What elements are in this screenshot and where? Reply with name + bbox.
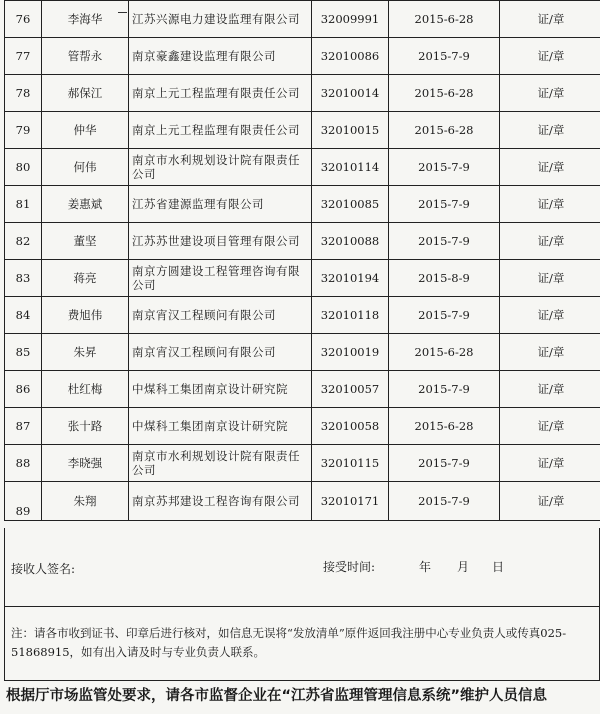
row-number: 87 xyxy=(5,408,42,445)
company-name: 南京豪鑫建设监理有限公司 xyxy=(129,38,312,75)
table-row xyxy=(5,75,600,112)
row-number: 79 xyxy=(5,112,42,149)
issue-date: 2015-7-9 xyxy=(389,297,500,334)
certificate-code: 32010014 xyxy=(312,75,389,112)
certificate-code: 32010194 xyxy=(312,260,389,297)
table-row xyxy=(5,482,600,521)
row-number: 84 xyxy=(5,297,42,334)
person-name: 杜红梅 xyxy=(42,371,129,408)
table-row xyxy=(5,408,600,445)
item-type: 证/章 xyxy=(500,482,600,521)
company-name: 江苏省建源监理有限公司 xyxy=(129,186,312,223)
row-number: 89 xyxy=(5,482,42,521)
certificate-code: 32010058 xyxy=(312,408,389,445)
certificate-code: 32010114 xyxy=(312,149,389,186)
company-name: 南京市水利规划设计院有限责任公司 xyxy=(129,445,312,482)
person-name: 何伟 xyxy=(42,149,129,186)
issue-date: 2015-7-9 xyxy=(389,482,500,521)
person-name: 董坚 xyxy=(42,223,129,260)
issue-date: 2015-7-9 xyxy=(389,38,500,75)
issue-date: 2015-6-28 xyxy=(389,334,500,371)
certificate-code: 32010171 xyxy=(312,482,389,521)
person-name: 姜惠斌 xyxy=(42,186,129,223)
table-row xyxy=(5,371,600,408)
company-name: 南京宵汉工程顾问有限公司 xyxy=(129,297,312,334)
item-type: 证/章 xyxy=(500,408,600,445)
person-name: 仲华 xyxy=(42,112,129,149)
row-number: 81 xyxy=(5,186,42,223)
company-name: 南京方圆建设工程管理咨询有限公司 xyxy=(129,260,312,297)
note-section xyxy=(4,606,600,681)
row-number: 83 xyxy=(5,260,42,297)
issue-date: 2015-7-9 xyxy=(389,186,500,223)
item-type: 证/章 xyxy=(500,75,600,112)
issue-date: 2015-7-9 xyxy=(389,371,500,408)
table-row xyxy=(5,149,600,186)
item-type: 证/章 xyxy=(500,334,600,371)
company-name: 南京苏邦建设工程咨询有限公司 xyxy=(129,482,312,521)
table-row xyxy=(5,297,600,334)
item-type: 证/章 xyxy=(500,260,600,297)
company-name: 南京上元工程监理有限责任公司 xyxy=(129,75,312,112)
issue-date: 2015-7-9 xyxy=(389,445,500,482)
company-name: 南京上元工程监理有限责任公司 xyxy=(129,112,312,149)
table-row xyxy=(5,223,600,260)
person-name: 朱翔 xyxy=(42,482,129,521)
table-row xyxy=(5,1,600,38)
company-name: 中煤科工集团南京设计研究院 xyxy=(129,408,312,445)
issue-date: 2015-8-9 xyxy=(389,260,500,297)
person-name: 费旭伟 xyxy=(42,297,129,334)
certificate-code: 32010085 xyxy=(312,186,389,223)
item-type: 证/章 xyxy=(500,371,600,408)
certificate-code: 32010086 xyxy=(312,38,389,75)
issue-date: 2015-6-28 xyxy=(389,1,500,38)
person-name: 李海华 xyxy=(42,1,129,38)
row-number: 77 xyxy=(5,38,42,75)
table-row xyxy=(5,38,600,75)
certificate-code: 32010019 xyxy=(312,334,389,371)
item-type: 证/章 xyxy=(500,186,600,223)
table-row xyxy=(5,112,600,149)
footer-notice: 根据厅市场监管处要求，请各市监督企业在“江苏省监理管理信息系统”维护人员信息 xyxy=(6,688,548,704)
row-number: 88 xyxy=(5,445,42,482)
certificate-distribution-table xyxy=(4,0,600,521)
item-type: 证/章 xyxy=(500,149,600,186)
company-name: 南京宵汉工程顾问有限公司 xyxy=(129,334,312,371)
issue-date: 2015-7-9 xyxy=(389,149,500,186)
person-name: 蒋亮 xyxy=(42,260,129,297)
company-name: 南京市水利规划设计院有限责任公司 xyxy=(129,149,312,186)
person-name: 朱昇 xyxy=(42,334,129,371)
person-name: 李晓强 xyxy=(42,445,129,482)
day-label: 日 xyxy=(492,560,505,574)
item-type: 证/章 xyxy=(500,112,600,149)
certificate-code: 32009991 xyxy=(312,1,389,38)
company-name: 江苏苏世建设项目管理有限公司 xyxy=(129,223,312,260)
row-number: 85 xyxy=(5,334,42,371)
certificate-code: 32010115 xyxy=(312,445,389,482)
stray-mark xyxy=(118,12,127,13)
month-label: 月 xyxy=(457,560,470,574)
table-row xyxy=(5,186,600,223)
issue-date: 2015-6-28 xyxy=(389,408,500,445)
issue-date: 2015-6-28 xyxy=(389,75,500,112)
year-label: 年 xyxy=(419,560,432,574)
certificate-code: 32010057 xyxy=(312,371,389,408)
company-name: 江苏兴源电力建设监理有限公司 xyxy=(129,1,312,38)
table-row xyxy=(5,334,600,371)
item-type: 证/章 xyxy=(500,38,600,75)
person-name: 郝保江 xyxy=(42,75,129,112)
row-number: 86 xyxy=(5,371,42,408)
item-type: 证/章 xyxy=(500,297,600,334)
item-type: 证/章 xyxy=(500,445,600,482)
certificate-code: 32010015 xyxy=(312,112,389,149)
receiver-signature-label: 接收人签名: xyxy=(11,562,76,576)
table-row xyxy=(5,445,600,482)
issue-date: 2015-6-28 xyxy=(389,112,500,149)
row-number: 80 xyxy=(5,149,42,186)
table-row xyxy=(5,260,600,297)
certificate-code: 32010118 xyxy=(312,297,389,334)
note-text: 注：请各市收到证书、印章后进行核对，如信息无误将“发放清单”原件返回我注册中心专业负责人或传真025-51868915，如有出入请及时与专业负责人联系。 xyxy=(11,626,567,659)
receive-time-label: 接受时间: xyxy=(323,560,376,574)
row-number: 78 xyxy=(5,75,42,112)
row-number: 82 xyxy=(5,223,42,260)
item-type: 证/章 xyxy=(500,223,600,260)
item-type: 证/章 xyxy=(500,1,600,38)
signature-section xyxy=(4,528,600,607)
company-name: 中煤科工集团南京设计研究院 xyxy=(129,371,312,408)
certificate-code: 32010088 xyxy=(312,223,389,260)
issue-date: 2015-7-9 xyxy=(389,223,500,260)
person-name: 张十路 xyxy=(42,408,129,445)
row-number: 76 xyxy=(5,1,42,38)
person-name: 管帮永 xyxy=(42,38,129,75)
